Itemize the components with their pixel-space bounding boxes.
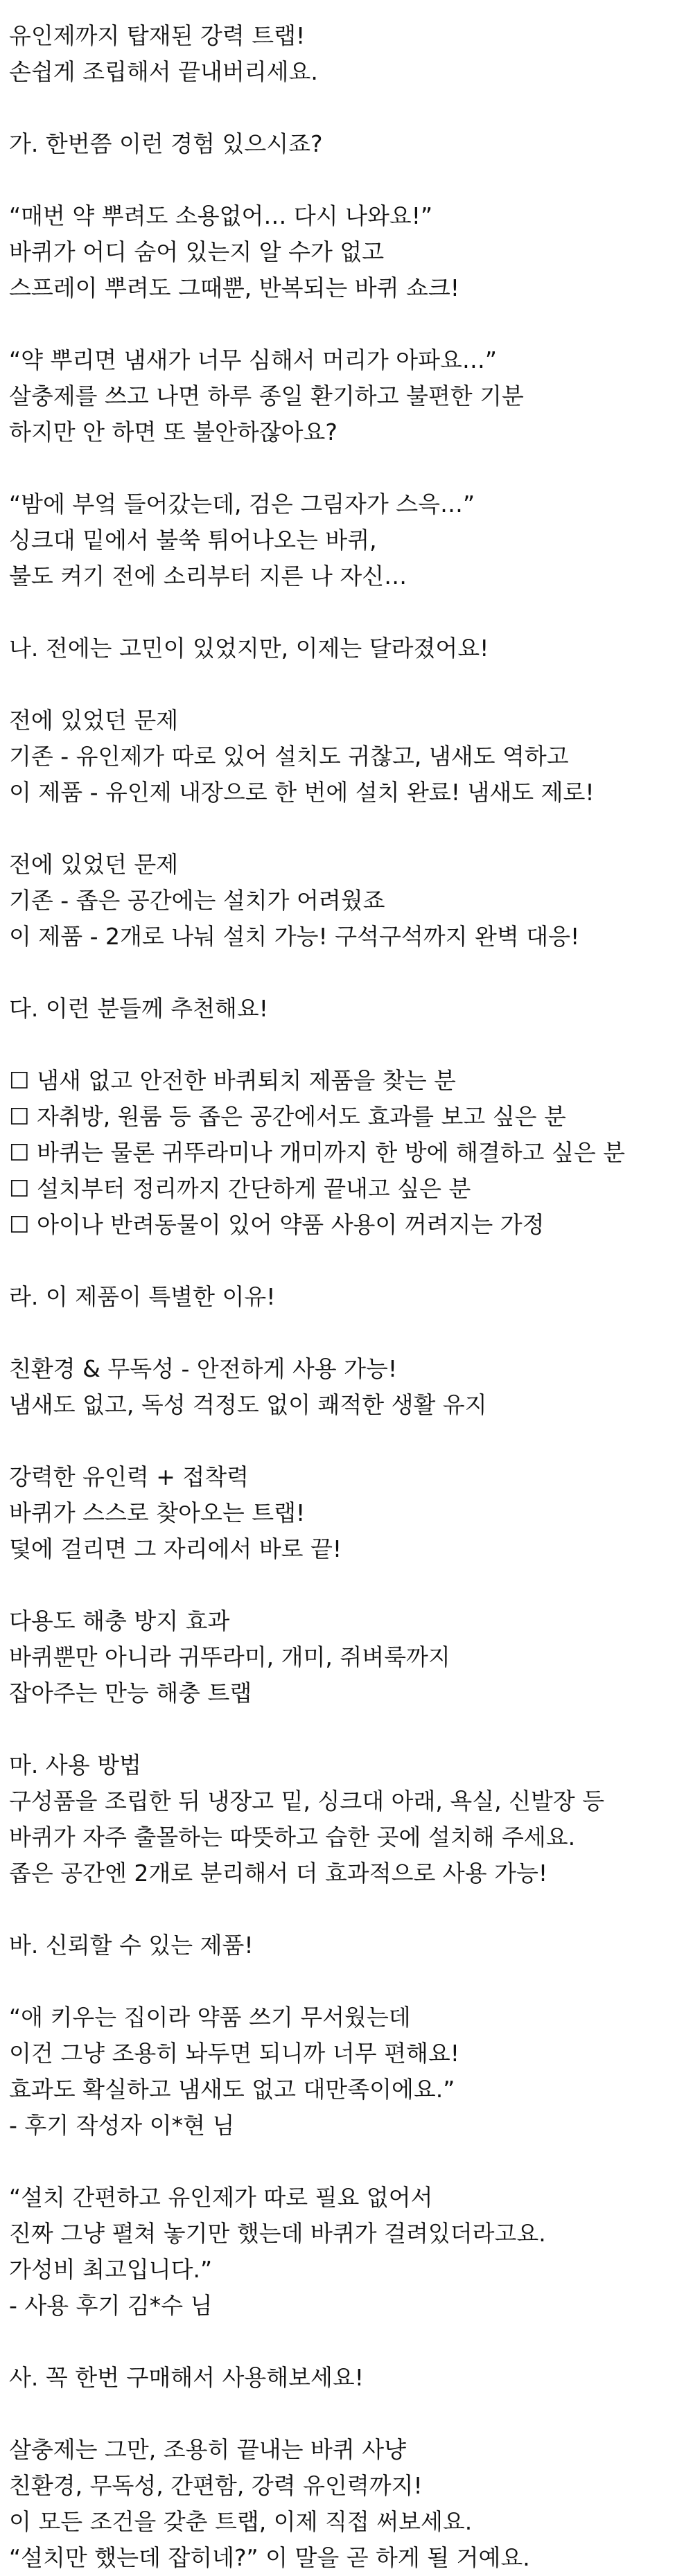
paragraph-gap xyxy=(9,1711,693,1747)
paragraph-gap xyxy=(9,1891,693,1927)
text-line: 불도 켜기 전에 소리부터 지른 나 자신… xyxy=(9,563,407,590)
text-line: 잡아주는 만능 해충 트랩 xyxy=(9,1679,252,1706)
text-line: 덫에 걸리면 그 자리에서 바로 끝! xyxy=(9,1535,342,1562)
text-line: 바퀴가 스스로 찾아오는 트랩! xyxy=(9,1499,306,1526)
paragraph-gap xyxy=(9,667,693,703)
text-line: 이 제품 - 유인제 내장으로 한 번에 설치 완료! 냄새도 제로! xyxy=(9,779,595,806)
text-line: 하지만 안 하면 또 불안하잖아요? xyxy=(9,418,337,445)
text-line: 스프레이 뿌려도 그때뿐, 반복되는 바퀴 쇼크! xyxy=(9,274,459,301)
text-line: 이 제품 - 2개로 나눠 설치 가능! 구석구석까지 완벽 대응! xyxy=(9,923,580,950)
text-line: 효과도 확실하고 냄새도 없고 대만족이에요.” xyxy=(9,2076,455,2103)
text-line: 구성품을 조립한 뒤 냉장고 밑, 싱크대 아래, 욕실, 신발장 등 xyxy=(9,1788,605,1815)
text-line: 친환경, 무독성, 간편함, 강력 유인력까지! xyxy=(9,2472,423,2499)
text-line: 바. 신뢰할 수 있는 제품! xyxy=(9,1932,254,1959)
text-line: 바퀴가 어디 숨어 있는지 알 수가 없고 xyxy=(9,238,385,265)
text-line: ☐ 자취방, 원룸 등 좁은 공간에서도 효과를 보고 싶은 분 xyxy=(9,1103,566,1130)
paragraph-gap xyxy=(9,1315,693,1351)
paragraph-gap xyxy=(9,594,693,630)
text-line: 손쉽게 조립해서 끝내버리세요. xyxy=(9,58,318,85)
text-line: “밤에 부엌 들어갔는데, 검은 그림자가 스윽…” xyxy=(9,491,475,518)
text-line: 나. 전에는 고민이 있었지만, 이제는 달라졌어요! xyxy=(9,635,489,662)
text-line: 라. 이 제품이 특별한 이유! xyxy=(9,1283,276,1310)
text-line: 가. 한번쯤 이런 경험 있으시죠? xyxy=(9,130,323,157)
text-line: 사. 꼭 한번 구매해서 사용해보세요! xyxy=(9,2364,364,2391)
paragraph-gap xyxy=(9,1567,693,1603)
text-line: “설치만 했는데 잡히네?” 이 말을 곧 하게 될 거예요. xyxy=(9,2544,530,2571)
paragraph-gap xyxy=(9,1964,693,2000)
text-line: 냄새도 없고, 독성 걱정도 없이 쾌적한 생활 유지 xyxy=(9,1391,487,1418)
text-line: 강력한 유인력 + 접착력 xyxy=(9,1463,249,1490)
paragraph-gap xyxy=(9,450,693,486)
text-line: - 후기 작성자 이*현 님 xyxy=(9,2112,235,2139)
paragraph-gap xyxy=(9,955,693,991)
paragraph-gap xyxy=(9,811,693,847)
text-line: ☐ 냄새 없고 안전한 바퀴퇴치 제품을 찾는 분 xyxy=(9,1067,456,1094)
paragraph-gap xyxy=(9,1423,693,1459)
text-line: 이 모든 조건을 갖춘 트랩, 이제 직접 써보세요. xyxy=(9,2508,473,2535)
text-line: 전에 있었던 문제 xyxy=(9,851,179,878)
text-line: 진짜 그냥 펼쳐 놓기만 했는데 바퀴가 걸려있더라고요. xyxy=(9,2220,546,2247)
paragraph-gap xyxy=(9,1243,693,1279)
text-line: ☐ 바퀴는 물론 귀뚜라미나 개미까지 한 방에 해결하고 싶은 분 xyxy=(9,1139,626,1166)
paragraph-gap xyxy=(9,306,693,342)
paragraph-gap xyxy=(9,1027,693,1063)
text-line: 기존 - 좁은 공간에는 설치가 어려웠죠 xyxy=(9,887,385,914)
text-line: 마. 사용 방법 xyxy=(9,1752,141,1779)
text-line: - 사용 후기 김*수 님 xyxy=(9,2292,213,2319)
text-line: 싱크대 밑에서 불쑥 튀어나오는 바퀴, xyxy=(9,527,377,554)
text-line: “애 키우는 집이라 약품 쓰기 무서웠는데 xyxy=(9,2004,411,2031)
text-line: ☐ 설치부터 정리까지 간단하게 끝내고 싶은 분 xyxy=(9,1175,471,1202)
text-line: 친환경 & 무독성 - 안전하게 사용 가능! xyxy=(9,1355,398,1382)
text-line: 좁은 공간엔 2개로 분리해서 더 효과적으로 사용 가능! xyxy=(9,1860,548,1887)
paragraph-gap xyxy=(9,90,693,126)
text-line: “매번 약 뿌려도 소용없어… 다시 나와요!” xyxy=(9,202,433,229)
text-line: 다용도 해충 방지 효과 xyxy=(9,1607,230,1634)
text-line: 이건 그냥 조용히 놔두면 되니까 너무 편해요! xyxy=(9,2040,459,2067)
paragraph-gap xyxy=(9,2324,693,2360)
text-line: 살충제는 그만, 조용히 끝내는 바퀴 사냥 xyxy=(9,2436,406,2463)
text-line: 살충제를 쓰고 나면 하루 종일 환기하고 불편한 기분 xyxy=(9,382,524,409)
paragraph-gap xyxy=(9,162,693,198)
text-line: 다. 이런 분들께 추천해요! xyxy=(9,995,268,1022)
text-line: 바퀴가 자주 출몰하는 따뜻하고 습한 곳에 설치해 주세요. xyxy=(9,1824,576,1851)
text-line: “설치 간편하고 유인제가 따로 필요 없어서 xyxy=(9,2184,433,2211)
text-line: ☐ 아이나 반려동물이 있어 약품 사용이 꺼려지는 가정 xyxy=(9,1211,545,1238)
text-line: 바퀴뿐만 아니라 귀뚜라미, 개미, 쥐벼룩까지 xyxy=(9,1643,450,1670)
text-line: 유인제까지 탑재된 강력 트랩! xyxy=(9,22,306,49)
paragraph-gap xyxy=(9,2396,693,2432)
text-line: 기존 - 유인제가 따로 있어 설치도 귀찮고, 냄새도 역하고 xyxy=(9,743,569,770)
text-line: 전에 있었던 문제 xyxy=(9,707,179,734)
text-line: “약 뿌리면 냄새가 너무 심해서 머리가 아파요…” xyxy=(9,346,497,373)
text-line: 가성비 최고입니다.” xyxy=(9,2256,213,2283)
paragraph-gap xyxy=(9,2144,693,2180)
